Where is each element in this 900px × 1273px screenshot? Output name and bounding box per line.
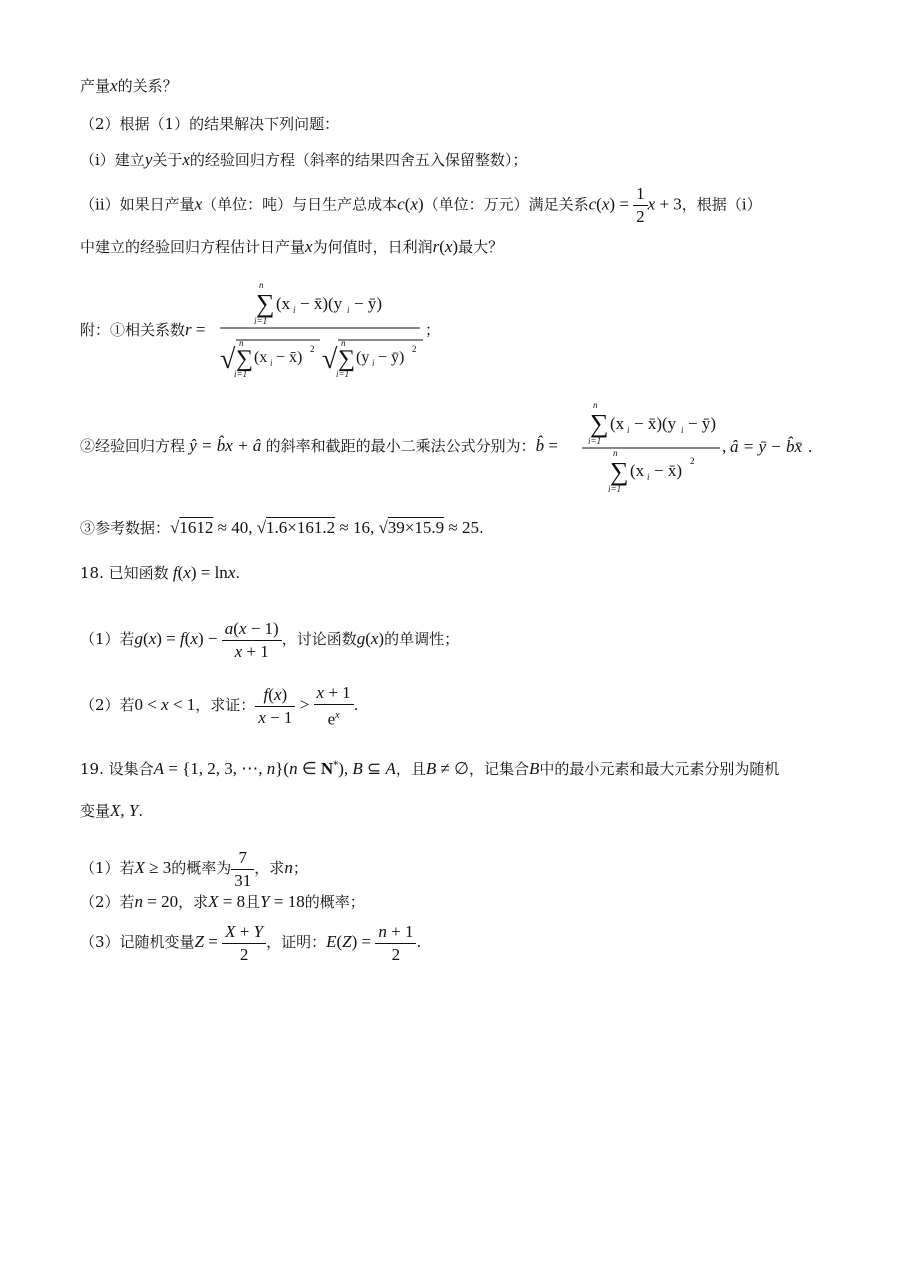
svg-text:n: n — [239, 338, 244, 348]
svg-text:∑: ∑ — [236, 346, 254, 372]
svg-text:i: i — [372, 358, 375, 368]
q19-part1: （1）若X ≥ 3的概率为 $\frac{7}{31}$ ，求n； — [80, 847, 308, 890]
svg-text:i=1: i=1 — [336, 369, 350, 379]
svg-text:(x: (x — [254, 349, 268, 366]
svg-text:− ȳ): − ȳ) — [688, 414, 716, 433]
svg-text:− x̄): − x̄) — [276, 349, 303, 366]
svg-text:i: i — [627, 425, 630, 435]
correlation-formula — [218, 276, 441, 386]
least-squares-formula — [580, 396, 815, 496]
q18-part1: （1）若g(x) = f(x) − $\frac{a(x - 1)}{x + 1}$ ，讨论函数g(x)的单调性； — [80, 618, 460, 661]
svg-text:(x: (x — [610, 414, 625, 433]
svg-text:2: 2 — [412, 344, 417, 354]
svg-text:i: i — [347, 305, 350, 315]
svg-text:n: n — [341, 338, 346, 348]
appendix-1-end: ； — [425, 321, 441, 339]
svg-text:(x: (x — [276, 294, 291, 313]
appendix-1-label: 附：①相关系数r = — [80, 320, 206, 339]
svg-text:n: n — [259, 280, 264, 290]
q18-title: 18. 已知函数 f(x) = lnx. — [80, 563, 241, 582]
svg-text:− ȳ): − ȳ) — [354, 294, 382, 313]
svg-text:∑: ∑ — [256, 289, 275, 318]
svg-text:2: 2 — [690, 456, 695, 466]
svg-text:− x̄): − x̄) — [654, 461, 682, 480]
svg-text:i: i — [647, 472, 650, 482]
svg-text:2: 2 — [310, 344, 315, 354]
svg-text:− x̄)(y: − x̄)(y — [300, 294, 343, 313]
svg-text:(x: (x — [630, 461, 645, 480]
svg-text:â = ȳ − b̂x̄: â = ȳ − b̂x̄ — [730, 437, 803, 456]
svg-text:i=1: i=1 — [588, 436, 602, 446]
svg-text:∑: ∑ — [590, 409, 609, 438]
svg-text:i: i — [270, 358, 273, 368]
q18-part2: （2）若0 < x < 1，求证： $\frac{f(x)}{x - 1}$ > $\frac{x + 1}{e^x}$ . — [80, 682, 359, 729]
q2-i: （i）建立y关于x的经验回归方程（斜率的结果四舍五入保留整数）； — [80, 150, 528, 169]
q19-title-line1: 19. 设集合A = {1, 2, 3, ⋯, n}(n ∈ N*), B ⊆ A，且B ≠ ∅，记集合B中的最小元素和最大元素分别为随机 — [80, 759, 780, 778]
svg-text:i=1: i=1 — [234, 369, 248, 379]
q2-ii-line2: 中建立的经验回归方程估计日产量x为何值时，日利润r(x)最大？ — [80, 237, 504, 256]
text-line-1: 产量x的关系？ — [80, 76, 178, 95]
svg-text:n: n — [593, 400, 598, 410]
svg-text:.: . — [808, 437, 813, 456]
svg-text:√: √ — [322, 344, 338, 375]
svg-text:(y: (y — [356, 349, 370, 366]
svg-text:∑: ∑ — [338, 346, 356, 372]
svg-text:− x̄)(y: − x̄)(y — [634, 414, 677, 433]
svg-text:,: , — [722, 437, 727, 456]
svg-text:n: n — [613, 448, 618, 458]
q2-ii-line1: （ii）如果日产量x（单位：吨）与日生产总成本c(x)（单位：万元）满足关系c(x) = $\frac{1}{2}$ x + 3，根据（i） — [80, 184, 762, 226]
svg-text:∑: ∑ — [610, 457, 629, 486]
svg-text:i: i — [293, 305, 296, 315]
svg-text:i: i — [681, 425, 684, 435]
q19-part2: （2）若n = 20，求X = 8且Y = 18的概率； — [80, 892, 365, 911]
appendix-2-text: ②经验回归方程 ŷ = b̂x + â 的斜率和截距的最小二乘法公式分别为：b̂ = — [80, 436, 558, 455]
q2-heading: （2）根据（1）的结果解决下列问题： — [80, 115, 340, 133]
q19-title-line2: 变量X, Y. — [80, 801, 144, 820]
q19-part3: （3）记随机变量Z = $\frac{X + Y}{2}$ ，证明：E(Z) = $\frac{n + 1}{2}$ . — [80, 921, 422, 964]
svg-text:√: √ — [220, 344, 236, 375]
svg-text:− ȳ): − ȳ) — [378, 349, 405, 366]
appendix-3: ③参考数据：√1612 ≈ 40, √1.6×161.2 ≈ 16, √39×15.9 ≈ 25. — [80, 518, 484, 537]
svg-text:i=1: i=1 — [254, 316, 268, 326]
svg-text:i=1: i=1 — [608, 484, 622, 494]
